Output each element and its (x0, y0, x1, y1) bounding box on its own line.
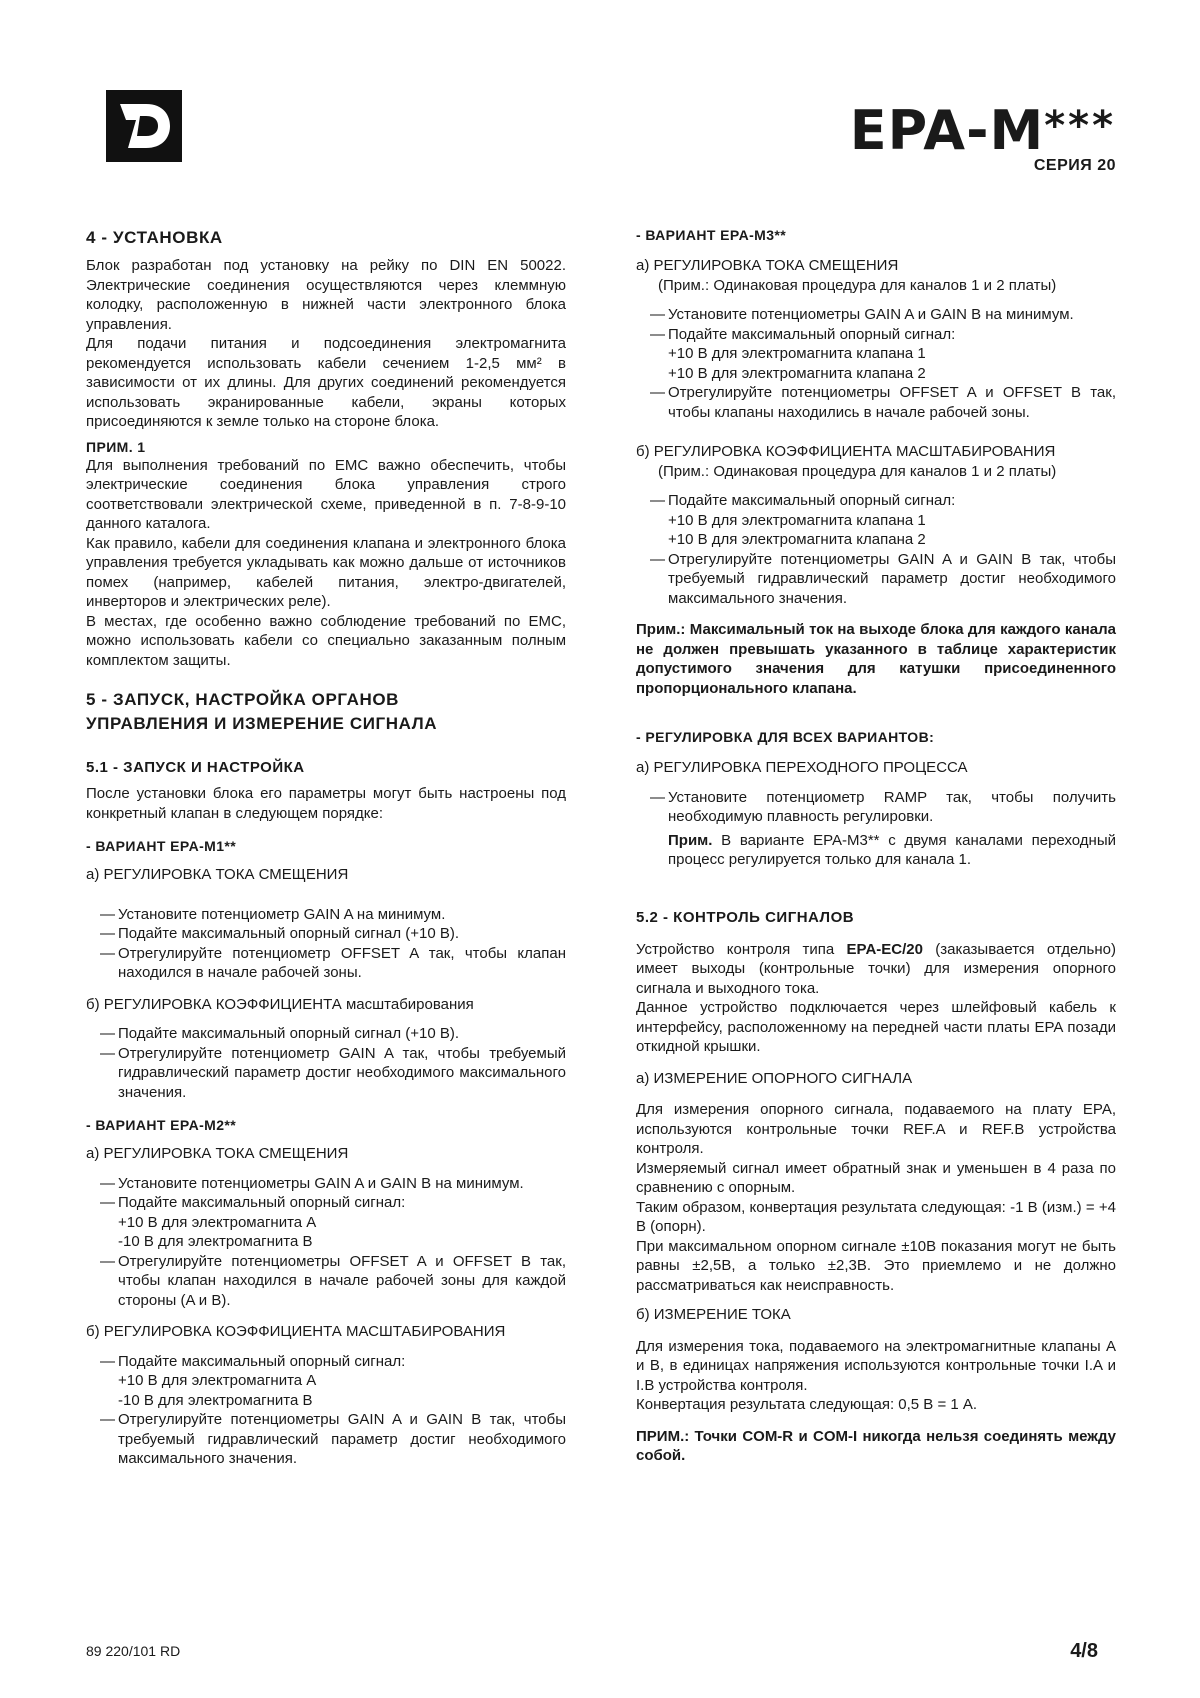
list-subitem: -10 В для электромагнита B (118, 1391, 313, 1409)
variant-m3-title: - ВАРИАНТ EPA-M3** (636, 227, 787, 243)
section-5-2-title: 5.2 - КОНТРОЛЬ СИГНАЛОВ (636, 908, 855, 926)
step-heading: а) ИЗМЕРЕНИЕ ОПОРНОГО СИГНАЛА (636, 1069, 913, 1087)
list-subitem: +10 В для электромагнита клапана 1 (668, 511, 926, 529)
list-subitem: +10 В для электромагнита A (118, 1213, 317, 1231)
product-stars: *** (1044, 103, 1116, 149)
list-item: — Отрегулируйте потенциометры OFFSET A и OFFSET B так, чтобы клапаны находились в начале рабочей зоны. (650, 384, 1116, 421)
paragraph: Конвертация результата следующая: 0,5 В = 1 А. (636, 1396, 978, 1413)
page-number: 4/8 (1070, 1640, 1098, 1662)
paragraph: В местах, где особенно важно соблюдение требований по ЕМС, можно использовать кабели со специально заказанным полным комплектом защиты. (86, 612, 566, 669)
list-item: — Установите потенциометры GAIN A и GAIN B на минимум. (650, 306, 1074, 323)
list-item: — Подайте максимальный опорный сигнал: (100, 1194, 406, 1211)
list-item: — Подайте максимальный опорный сигнал: (650, 492, 956, 509)
list-item: — Установите потенциометр GAIN A на минимум. (100, 905, 446, 923)
com-warning: ПРИМ.: Точки COM-R и COM-I никогда нельзя соединять между собой. (636, 1427, 1116, 1464)
max-current-note: Прим.: Максимальный ток на выходе блока для каждого канала не должен превышать указанного в таблице характеристик допустимого значения для катушки присоединенного пропорционального клапана. (636, 621, 1116, 697)
all-variants-title: - РЕГУЛИРОВКА ДЛЯ ВСЕХ ВАРИАНТОВ: (636, 729, 935, 745)
brand-logo (106, 90, 182, 162)
variant-m1-title: - ВАРИАНТ EPA-M1** (86, 838, 237, 854)
series-label: СЕРИЯ 20 (1033, 157, 1116, 174)
paragraph: Для выполнения требований по ЕМС важно обеспечить, чтобы электрические соединения блока управления строго соответствовали электрической схеме, приведенной в п. 7-8-9-10 данного каталога. (86, 456, 566, 532)
list-subitem: -10 В для электромагнита B (118, 1233, 313, 1250)
step-heading: б) РЕГУЛИРОВКА КОЭФФИЦИЕНТА масштабирования (86, 995, 474, 1013)
variant-m2-title: - ВАРИАНТ EPA-M2** (86, 1117, 237, 1133)
product-name: EPA-M (849, 99, 1045, 162)
note-1-title: ПРИМ. 1 (86, 438, 146, 455)
step-heading: а) РЕГУЛИРОВКА ТОКА СМЕЩЕНИЯ (86, 866, 349, 883)
list-subitem: +10 В для электромагнита клапана 1 (668, 345, 926, 362)
step-note: (Прим.: Одинаковая процедура для каналов 1 и 2 платы) (658, 276, 1057, 294)
product-title (850, 96, 1116, 161)
paragraph: Устройство контроля типа EPA-EC/20 (заказывается отдельно) имеет выходы (контрольные точки) для измерения опорного сигнала и выходного тока. (636, 940, 1116, 997)
list-item: — Отрегулируйте потенциометры GAIN A и GAIN B так, чтобы требуемый гидравлический параметр достиг необходимого максимального значения. (650, 550, 1116, 607)
list-subitem: +10 В для электромагнита клапана 2 (668, 531, 926, 548)
paragraph: Данное устройство подключается через шлейфовый кабель к интерфейсу, расположенному на передней части платы EPA позади откидной крышки. (636, 999, 1116, 1055)
list-item: — Отрегулируйте потенциометр OFFSET A так, чтобы клапан находился в начале рабочей зоны. (100, 944, 566, 981)
list-subitem: +10 В для электромагнита клапана 2 (668, 364, 926, 382)
step-heading: б) РЕГУЛИРОВКА КОЭФФИЦИЕНТА МАСШТАБИРОВАНИЯ (636, 443, 1056, 460)
left-column (86, 226, 566, 1469)
paragraph: Таким образом, конвертация результата следующая: -1 В (изм.) = +4 В (опорн). (636, 1198, 1116, 1235)
list-item: — Подайте максимальный опорный сигнал: (100, 1352, 406, 1370)
paragraph: После установки блока его параметры могут быть настроены под конкретный клапан в следующем порядке: (86, 785, 566, 822)
step-heading: а) РЕГУЛИРОВКА ПЕРЕХОДНОГО ПРОЦЕССА (636, 759, 968, 776)
paragraph: Измеряемый сигнал имеет обратный знак и уменьшен в 4 раза по сравнению с опорным. (636, 1159, 1116, 1196)
list-item: — Установите потенциометры GAIN A и GAIN B на минимум. (100, 1174, 524, 1192)
ramp-note: Прим. В варианте EPA-M3** с двумя каналами переходный процесс регулируется только для канала 1. (668, 831, 1116, 868)
step-heading: б) РЕГУЛИРОВКА КОЭФФИЦИЕНТА МАСШТАБИРОВАНИЯ (86, 1323, 506, 1340)
list-item: — Подайте максимальный опорный сигнал: (650, 325, 956, 343)
paragraph: Для измерения опорного сигнала, подаваемого на плату EPA, используются контрольные точки REF.A и REF.B устройства контроля. (636, 1101, 1116, 1157)
paragraph: Блок разработан под установку на рейку по DIN EN 50022. Электрические соединения осуществляются через клеммную колодку, расположенную в нижней части электронного блока управления. (86, 257, 566, 333)
list-item: — Отрегулируйте потенциометр GAIN A так, чтобы требуемый гидравлический параметр достиг необходимого максимального значения. (100, 1044, 566, 1101)
paragraph: При максимальном опорном сигнале ±10В показания могут не быть равны ±2,5В, а только ±2,3В. Это приемлемо и не должно рассматриваться как неисправность. (636, 1237, 1116, 1294)
section-5-title-line-2: УПРАВЛЕНИЯ И ИЗМЕРЕНИЕ СИГНАЛА (86, 714, 438, 733)
paragraph: Для измерения тока, подаваемого на электромагнитные клапаны A и B, в единицах напряжения используются контрольные точки I.A и I.B устройства контроля. (636, 1337, 1116, 1394)
section-5-title-line-1: 5 - ЗАПУСК, НАСТРОЙКА ОРГАНОВ (86, 690, 400, 709)
list-item: — Отрегулируйте потенциометры GAIN A и GAIN B так, чтобы требуемый гидравлический параметр достиг необходимого максимального значения. (100, 1411, 566, 1467)
section-4-title: 4 - УСТАНОВКА (86, 228, 223, 247)
step-heading: а) РЕГУЛИРОВКА ТОКА СМЕЩЕНИЯ (86, 1145, 349, 1162)
paragraph: Как правило, кабели для соединения клапана и электронного блока управления требуется укладывать как можно дальше от источников помех (например, кабелей питания, электро-двигателей, инверторов и электрических реле). (86, 534, 566, 610)
right-column (636, 226, 1116, 1466)
paragraph: Для подачи питания и подсоединения электромагнита рекомендуется использовать кабели сечением 1-2,5 мм² в зависимости от их длины. Для других соединений рекомендуется использовать экранированные кабели, экраны которых присоединяются к земле только на стороне блока. (86, 335, 566, 430)
step-heading: а) РЕГУЛИРОВКА ТОКА СМЕЩЕНИЯ (636, 257, 899, 274)
list-item: — Подайте максимальный опорный сигнал (+10 В). (100, 925, 460, 942)
list-item: — Подайте максимальный опорный сигнал (+10 В). (100, 1025, 460, 1042)
step-note: (Прим.: Одинаковая процедура для каналов 1 и 2 платы) (658, 462, 1057, 480)
list-subitem: +10 В для электромагнита A (118, 1372, 317, 1389)
step-heading: б) ИЗМЕРЕНИЕ ТОКА (636, 1306, 791, 1323)
list-item: — Отрегулируйте потенциометры OFFSET A и OFFSET B так, чтобы клапан находился в начале рабочей зоны для каждой стороны (A и B). (100, 1252, 566, 1309)
d-logo-icon (106, 90, 182, 162)
list-item: — Установите потенциометр RAMP так, чтобы получить необходимую плавность регулировки. (650, 788, 1116, 825)
section-5-1-title: 5.1 - ЗАПУСК И НАСТРОЙКА (86, 759, 305, 776)
document-code: 89 220/101 RD (86, 1643, 181, 1659)
